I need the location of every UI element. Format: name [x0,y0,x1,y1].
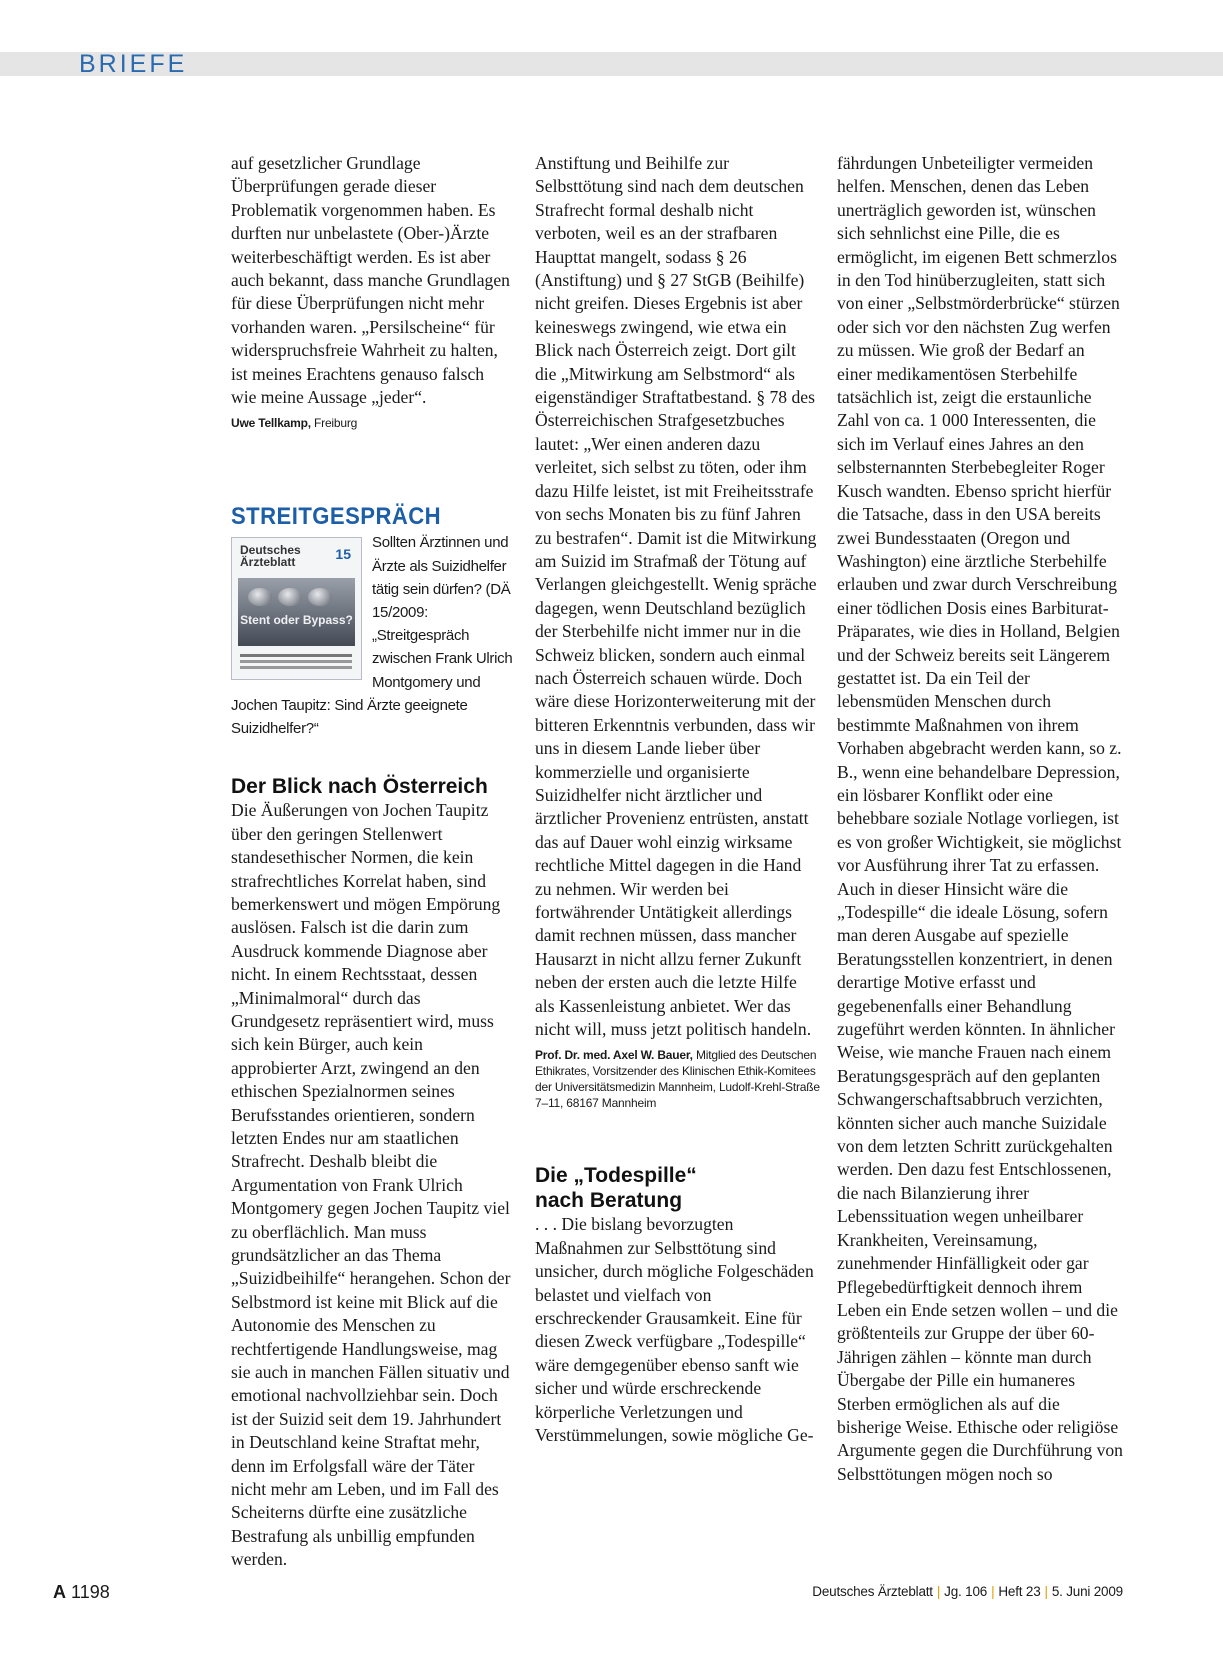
journal-issue: Heft 23 [998,1584,1041,1599]
cover-issue-number: 15 [335,546,351,563]
cover-stent-image [248,588,272,606]
cover-headline: Stent oder Bypass? [240,613,353,628]
cover-stent-image [308,588,332,606]
article-body-continued: Anstiftung und Beihilfe zur Selbsttötung sind nach dem deutschen Strafrecht formal deshalb nicht verboten, weil es an der strafbaren Haupttat mangelt, sodass § 26 (Anstiftung) und § 27 StGB (Beihilfe) nicht greifen. Dieses Ergebnis ist aber keineswegs zwingend, wie etwa ein Blick nach Österreich zeigt. Dort gilt die „Mitwirkung am Selbstmord“ als eigenständiger Straftatbestand. § 78 des Österreichischen Strafgesetzbuches lautet: „Wer einen anderen dazu verleitet, sich selbst zu töten, oder ihm dazu Hilfe leistet, ist mit Freiheitsstrafe von sechs Monaten bis zu fünf Jahren zu bestrafen“. Damit ist die Mitwirkung am Suizid im Strafmaß der Tötung auf Verlangen gleichgestellt. Wenig spräche dagegen, wenn Deutschland bezüglich der Sterbehilfe nicht immer nur in die Schweiz blicken, sondern auch einmal nach Österreich schauen würde. Doch wäre diese Horizonterweiterung mit der bitteren Erkenntnis verbunden, dass wir uns in diesem Lande lieber über kommerzielle und organisierte Suizidhelfer nicht ärztlicher und ärztlicher Provenienz entrüsten, anstatt das auf Dauer wohl einzig wirksame rechtliche Mittel dagegen in die Hand zu nehmen. Wir werden bei fortwährender Untätigkeit allerdings damit rechnen müssen, dass mancher Hausarzt in nicht allzu ferner Zukunft neben der ersten auch die letzte Hilfe als Kassenleistung anbietet. Wer das nicht will, muss jetzt politisch handeln. [535,153,817,1040]
page-number-value: 1198 [71,1582,110,1602]
separator: | [1044,1584,1048,1599]
reference-box [231,503,513,740]
cover-image [238,578,355,646]
journal-name: Deutsches Ärzteblatt [812,1584,933,1599]
article-body: Die Äußerungen von Jochen Taupitz über den geringen Stellenwert standesethischer Normen, die kein strafrechtliches Korrelat haben, sind bemerkenswert und mögen Empörung auslösen. Falsch ist die darin zum Ausdruck kommende Diagnose aber nicht. In einem Rechtsstaat, dessen „Minimalmoral“ durch das Grundgesetz repräsentiert wird, muss sich kein Bürger, auch kein approbierter Arzt, zwingend an den ethischen Spezialnormen seines Berufsstandes orientieren, sondern letzten Endes nur am staatlichen Strafrecht. Deshalb bleibt die Argumentation von Frank Ulrich Montgomery gegen Jochen Taupitz viel zu oberflächlich. Man muss grundsätzlicher an das Thema „Suizidbeihilfe“ herangehen. Schon der Selbstmord ist keine mit Blick auf die Autonomie des Menschen zu rechtfertigende Handlungsweise, mag sie auch in manchen Fällen situativ und emotional nachvollziehbar sein. Doch ist der Suizid seit dem 19. Jahrhundert in Deutschland keine Straftat mehr, denn im Erfolgsfall wäre der Täter nicht mehr am Leben, und im Fall des Scheiterns dürfte eine zusätzliche Bestrafung als unbillig empfunden werden. [231,800,511,1570]
article-headline: Der Blick nach Österreich [231,775,488,799]
rubric-heading: STREITGESPRÄCH [231,503,442,531]
letter-body: . . . Die bislang bevorzugten Maßnahmen zur Selbsttötung sind unsicher, durch mögliche Folgeschäden belastet und vielfach von erschreckender Grausamkeit. Eine für diesen Zweck verfügbare „Todespille“ wäre demgegenüber ebenso sanft wie sicher und würde erschreckende körperliche Verletzungen und Verstümmelungen, sowie mögliche Ge- [535,1214,814,1446]
separator: | [991,1584,995,1599]
cover-title: Deutsches Ärzteblatt [240,543,301,570]
letter-body-continued: fährdungen Unbeteiligter vermeiden helfen. Menschen, denen das Leben unerträglich geworden ist, wünschen sich sehnlichst eine Pille, die es ermöglicht, im eigenen Bett schmerzlos in den Tod hinüberzugleiten, statt sich von einer „Selbstmörderbrücke“ stürzen oder sich vor den nächsten Zug werfen zu müssen. Wie groß der Bedarf an einer medikamentösen Sterbehilfe tatsächlich ist, zeigt die erstaunliche Zahl von ca. 1 000 Interessenten, die sich im Verlauf eines Jahres an den selbsternannten Sterbebegleiter Roger Kusch wandten. Ebenso spricht hierfür die Tatsache, dass in den USA bereits zwei Bundesstaaten (Oregon und Washington) eine ärztliche Sterbehilfe erlauben und zwar durch Verschreibung einer tödlichen Dosis eines Barbiturat-Präparates, wie dies in Holland, Belgien und der Schweiz bereits seit Längerem gestattet ist. Da ein Teil der lebensmüden Menschen durch bestimmte Maßnahmen von ihrem Vorhaben abgebracht werden kann, so z. B., wenn eine behandelbare Depression, ein lösbarer Konflikt oder eine behebbare soziale Notlage vorliegen, ist es von großer Wichtigkeit, sie möglichst vor Ausführung ihrer Tat zu erfassen. Auch in dieser Hinsicht wäre die „Todespille“ die ideale Lösung, sofern man deren Ausgabe auf spezielle Beratungsstellen konzentriert, in denen derartige Motive erfasst und gegebenenfalls einer Behandlung zugeführt werden könnten. In ähnlicher Weise, wie manche Frauen nach einem Beratungsgespräch auf den geplanten Schwangerschaftsabbruch verzichten, könnten sicher auch manche Suizidale von dem letzten Schritt zurückgehalten werden. Den dazu fest Entschlossenen, die nach Bilanzierung ihrer Lebenssituation wegen unheilbarer Krankheiten, Vereinsamung, zunehmender Hinfälligkeit oder gar Pflegebedürftigkeit dennoch ihrem Leben ein Ende setzen wollen – und die größtenteils zur Gruppe der über 60-Jährigen zählen – könnte man durch Übergabe der Pille ein humaneres Sterben ermöglichen als auf die bisherige Weise. Ethische oder religiöse Argumente gegen die Durchführung von Selbsttötungen mögen noch so [837,153,1123,1484]
letter-author: Uwe Tellkamp, [231,416,311,431]
section-label: BRIEFE [79,50,188,78]
page-prefix: A [53,1582,66,1602]
letter-signature [231,415,513,431]
author-affiliation: Mitglied des Deutschen Ethikrates, Vorsitzender des Klinischen Ethik-Komitees der Universitätsmedizin Mannheim, Ludolf-Krehl-Straße 7–11, 68167 Mannheim [535,1048,820,1111]
column-3 [837,152,1124,1486]
journal-volume: Jg. 106 [944,1584,988,1599]
letter-headline-line-2: nach Beratung [535,1189,683,1213]
column-2 [535,152,820,1448]
author-signature [535,1047,820,1111]
author-name: Prof. Dr. med. Axel W. Bauer, [535,1048,693,1063]
journal-date: 5. Juni 2009 [1051,1584,1123,1599]
journal-citation [812,1584,1123,1599]
page-number [53,1582,110,1603]
cover-footer-lines [240,654,352,657]
cover-stent-image [278,588,302,606]
letter-headline-line-1: Die „Todespille“ [535,1164,697,1188]
letter-city: Freiburg [314,416,358,431]
letter-text: auf gesetzlicher Grundlage Überprüfungen gerade dieser Problematik vorgenommen haben. Es durften nur unbelastete (Ober-)Ärzte weiterbeschäftigt werden. Es ist aber auch bekannt, dass manche Grundlagen für diese Überprüfungen nicht mehr vorhanden waren. „Persilscheine“ für widerspruchsfreie Wahrheit zu halten, ist meines Erachtens genauso falsch wie meine Aussage „jeder“. [231,153,510,408]
magazine-cover-thumbnail [231,537,362,680]
reference-intro: Sollten Ärztinnen und Ärzte als Suizidhelfer tätig sein dürfen? (DÄ 15/2009: „Streitgespräch zwischen Frank Ulrich Montgomery und Jochen Taupitz: Sind Ärzte geeignete Suizidhelfer?“ [231,534,513,738]
separator: | [936,1584,941,1599]
column-1 [231,152,513,1572]
letter-headline [535,1163,820,1213]
